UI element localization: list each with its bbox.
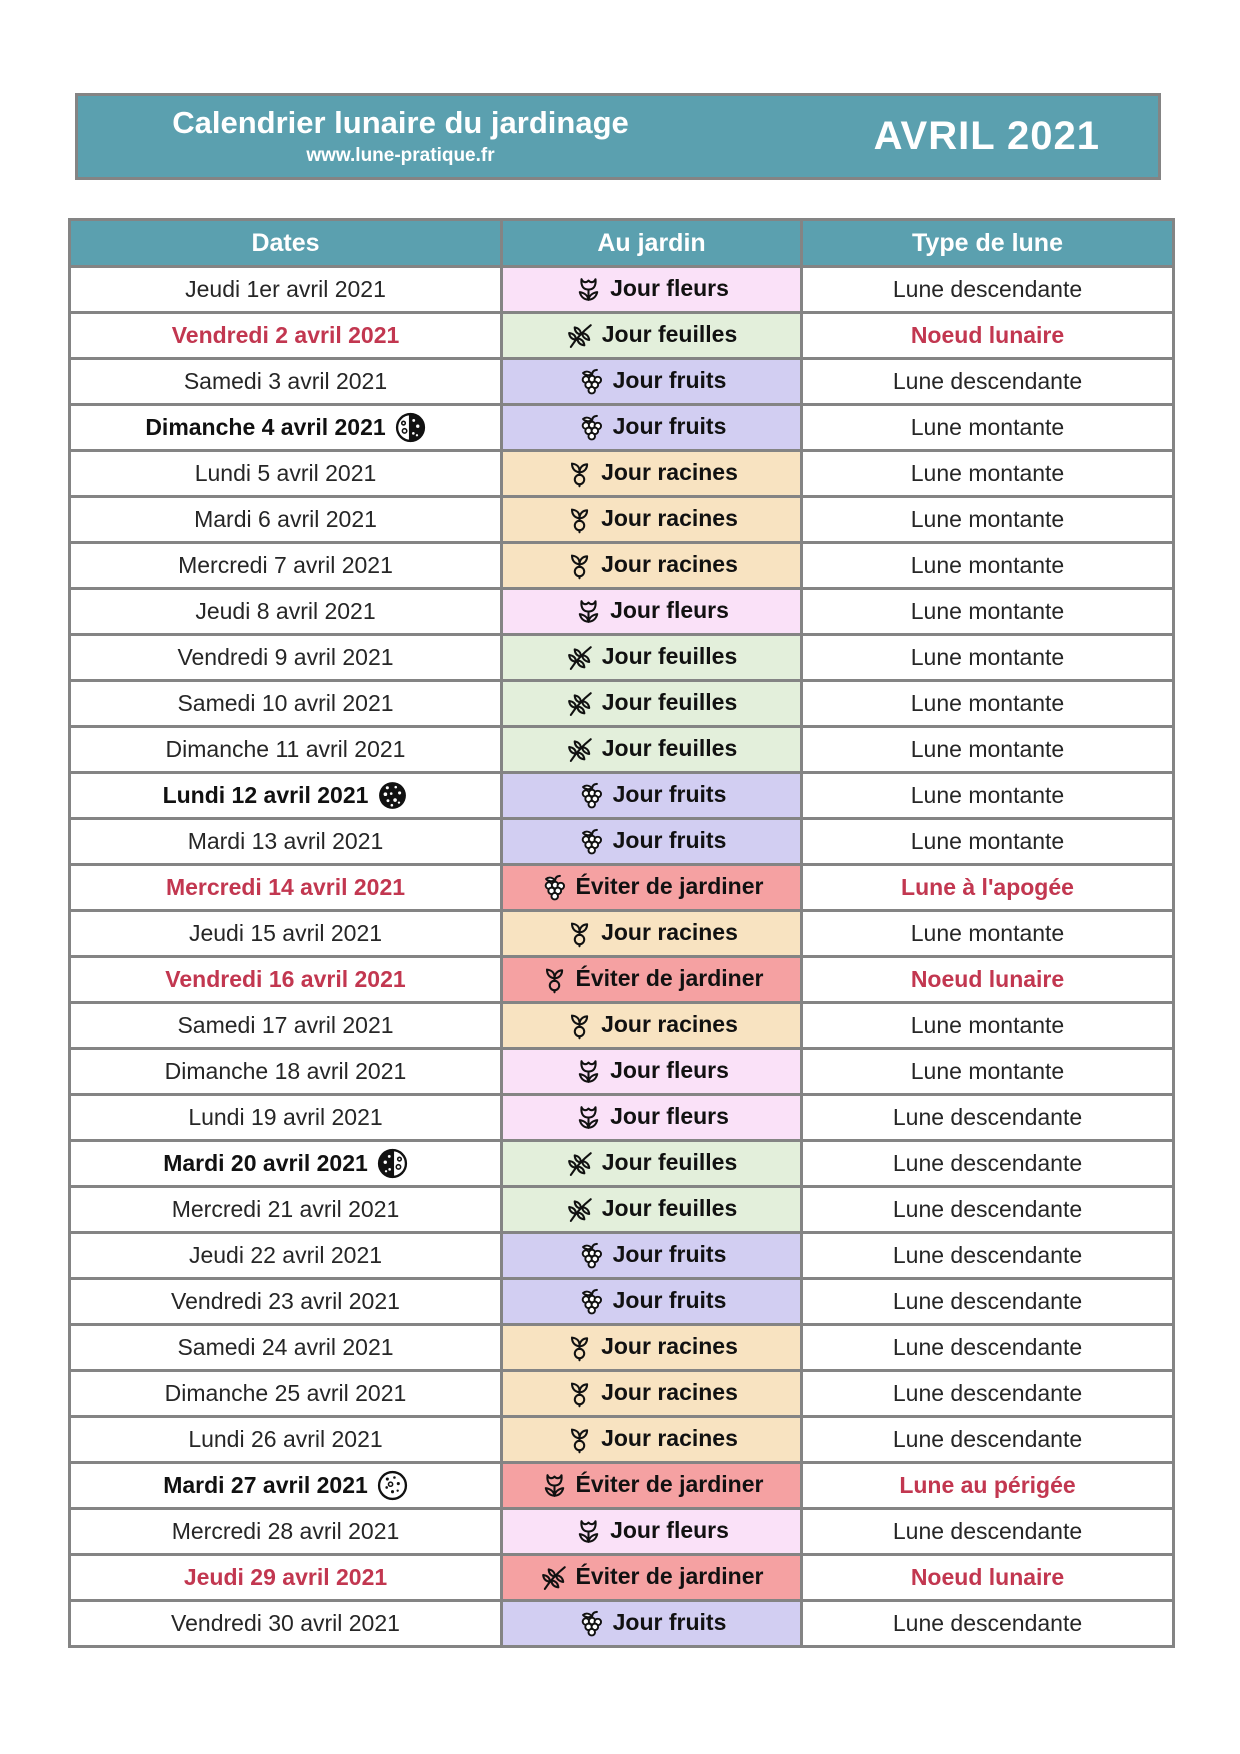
moon-type-cell: Lune montante [802, 635, 1174, 681]
date-cell [70, 589, 502, 635]
date-cell [70, 1187, 502, 1233]
tulip-icon [574, 1517, 603, 1546]
garden-cell [502, 1095, 802, 1141]
garden-label: Jour feuilles [601, 735, 738, 761]
garden-label: Éviter de jardiner [575, 1471, 764, 1497]
garden-cell [502, 1049, 802, 1095]
date-text: Samedi 24 avril 2021 [177, 1334, 394, 1360]
garden-label: Jour fruits [612, 1241, 727, 1267]
moon-type-cell: Noeud lunaire [802, 1555, 1174, 1601]
garden-cell [502, 405, 802, 451]
moon-type-cell: Lune montante [802, 1003, 1174, 1049]
table-row [70, 451, 1174, 497]
garden-label: Jour racines [601, 1425, 738, 1451]
website-url: www.lune-pratique.fr [306, 145, 495, 167]
garden-label: Jour fruits [612, 413, 727, 439]
garden-label: Jour fleurs [610, 1103, 729, 1129]
column-header-au-jardin: Au jardin [502, 220, 802, 267]
leaf-icon [566, 689, 595, 718]
root-icon [540, 965, 569, 994]
table-row [70, 1003, 1174, 1049]
grapes-icon [577, 1241, 606, 1270]
table-row [70, 1325, 1174, 1371]
garden-cell [502, 1141, 802, 1187]
root-icon [565, 551, 594, 580]
moon-last-quarter-icon [395, 412, 426, 443]
moon-type-cell: Lune descendante [802, 1325, 1174, 1371]
garden-label: Jour fleurs [610, 275, 729, 301]
tulip-icon [574, 1103, 603, 1132]
moon-type-cell: Noeud lunaire [802, 957, 1174, 1003]
date-text: Mardi 13 avril 2021 [187, 828, 384, 854]
moon-type-cell: Lune montante [802, 681, 1174, 727]
date-cell [70, 1371, 502, 1417]
moon-type-cell: Lune descendante [802, 1141, 1174, 1187]
date-cell [70, 819, 502, 865]
grapes-icon [577, 367, 606, 396]
date-text: Lundi 12 avril 2021 [162, 782, 369, 808]
table-row [70, 635, 1174, 681]
column-header-dates: Dates [70, 220, 502, 267]
date-text: Mardi 6 avril 2021 [194, 506, 377, 532]
garden-label: Jour fruits [612, 781, 727, 807]
leaf-icon [566, 643, 595, 672]
date-text: Mercredi 14 avril 2021 [165, 874, 406, 900]
root-icon [565, 1425, 594, 1454]
garden-cell [502, 1509, 802, 1555]
tulip-icon [540, 1471, 569, 1500]
garden-cell [502, 451, 802, 497]
table-row [70, 865, 1174, 911]
garden-cell [502, 1555, 802, 1601]
moon-type-cell: Lune montante [802, 773, 1174, 819]
moon-type-cell: Lune au périgée [802, 1463, 1174, 1509]
date-text: Lundi 26 avril 2021 [188, 1426, 383, 1452]
header-banner [75, 93, 1161, 180]
table-row [70, 1095, 1174, 1141]
date-text: Samedi 17 avril 2021 [177, 1012, 394, 1038]
date-text: Vendredi 30 avril 2021 [171, 1610, 400, 1636]
date-text: Vendredi 2 avril 2021 [171, 322, 400, 348]
garden-label: Jour racines [601, 1379, 738, 1405]
grapes-icon [577, 1287, 606, 1316]
date-text: Jeudi 8 avril 2021 [195, 598, 376, 624]
garden-label: Jour racines [601, 1333, 738, 1359]
moon-type-cell: Lune descendante [802, 359, 1174, 405]
tulip-icon [574, 1057, 603, 1086]
leaf-icon [540, 1563, 569, 1592]
date-cell [70, 497, 502, 543]
leaf-icon [566, 1195, 595, 1224]
garden-label: Jour fleurs [610, 1057, 729, 1083]
table-row [70, 1141, 1174, 1187]
garden-cell [502, 773, 802, 819]
garden-cell [502, 1003, 802, 1049]
moon-type-cell: Lune montante [802, 405, 1174, 451]
garden-cell [502, 1187, 802, 1233]
garden-label: Jour feuilles [601, 1149, 738, 1175]
date-text: Dimanche 18 avril 2021 [164, 1058, 407, 1084]
table-row [70, 1233, 1174, 1279]
table-row [70, 1049, 1174, 1095]
date-text: Mercredi 21 avril 2021 [171, 1196, 400, 1222]
table-row [70, 359, 1174, 405]
moon-type-cell: Lune descendante [802, 1095, 1174, 1141]
table-row [70, 405, 1174, 451]
moon-type-cell: Lune montante [802, 451, 1174, 497]
date-cell [70, 1509, 502, 1555]
moon-type-cell: Lune montante [802, 911, 1174, 957]
garden-label: Jour fruits [612, 1287, 727, 1313]
garden-cell [502, 497, 802, 543]
garden-cell [502, 819, 802, 865]
garden-label: Jour fleurs [610, 1517, 729, 1543]
date-cell [70, 681, 502, 727]
date-cell [70, 911, 502, 957]
date-cell [70, 359, 502, 405]
date-text: Dimanche 11 avril 2021 [165, 736, 406, 762]
moon-type-cell: Lune montante [802, 543, 1174, 589]
table-row [70, 589, 1174, 635]
garden-cell [502, 1417, 802, 1463]
month-label: AVRIL 2021 [873, 114, 1100, 158]
calendar-table-body [70, 267, 1174, 1647]
garden-cell [502, 1233, 802, 1279]
date-text: Samedi 3 avril 2021 [183, 368, 388, 394]
date-cell [70, 267, 502, 313]
garden-cell [502, 359, 802, 405]
garden-cell [502, 727, 802, 773]
garden-label: Éviter de jardiner [575, 965, 764, 991]
tulip-icon [574, 597, 603, 626]
moon-type-cell: Noeud lunaire [802, 313, 1174, 359]
date-cell [70, 1463, 502, 1509]
tulip-icon [574, 275, 603, 304]
date-text: Vendredi 9 avril 2021 [177, 644, 394, 670]
table-row [70, 819, 1174, 865]
table-row [70, 543, 1174, 589]
date-cell [70, 451, 502, 497]
garden-cell [502, 1325, 802, 1371]
date-cell [70, 405, 502, 451]
date-text: Vendredi 16 avril 2021 [165, 966, 406, 992]
date-text: Mercredi 28 avril 2021 [171, 1518, 400, 1544]
garden-cell [502, 1279, 802, 1325]
moon-type-cell: Lune montante [802, 819, 1174, 865]
garden-cell [502, 313, 802, 359]
date-cell [70, 957, 502, 1003]
calendar-table [68, 218, 1175, 1648]
banner-title-block [78, 106, 723, 167]
garden-label: Éviter de jardiner [575, 873, 764, 899]
date-cell [70, 635, 502, 681]
moon-type-cell: Lune descendante [802, 267, 1174, 313]
date-text: Jeudi 29 avril 2021 [183, 1564, 388, 1590]
date-text: Dimanche 4 avril 2021 [145, 414, 386, 440]
date-cell [70, 313, 502, 359]
date-cell [70, 1555, 502, 1601]
garden-label: Jour fruits [612, 827, 727, 853]
root-icon [565, 919, 594, 948]
grapes-icon [577, 413, 606, 442]
table-row [70, 1509, 1174, 1555]
date-cell [70, 1601, 502, 1647]
garden-cell [502, 267, 802, 313]
moon-type-cell: Lune à l'apogée [802, 865, 1174, 911]
garden-label: Jour fruits [612, 367, 727, 393]
moon-type-cell: Lune descendante [802, 1509, 1174, 1555]
garden-cell [502, 681, 802, 727]
table-row [70, 1371, 1174, 1417]
root-icon [565, 505, 594, 534]
date-cell [70, 1095, 502, 1141]
garden-label: Jour racines [601, 505, 738, 531]
garden-label: Jour racines [601, 1011, 738, 1037]
table-row [70, 957, 1174, 1003]
moon-type-cell: Lune descendante [802, 1279, 1174, 1325]
date-text: Samedi 10 avril 2021 [177, 690, 394, 716]
root-icon [565, 1011, 594, 1040]
garden-label: Jour feuilles [601, 643, 738, 669]
garden-cell [502, 1371, 802, 1417]
table-row [70, 497, 1174, 543]
date-text: Jeudi 22 avril 2021 [188, 1242, 383, 1268]
banner-month-block [723, 114, 1158, 159]
garden-cell [502, 1463, 802, 1509]
grapes-icon [540, 873, 569, 902]
table-row [70, 267, 1174, 313]
table-row [70, 681, 1174, 727]
table-row [70, 1601, 1174, 1647]
garden-cell [502, 911, 802, 957]
moon-type-cell: Lune descendante [802, 1417, 1174, 1463]
date-text: Dimanche 25 avril 2021 [164, 1380, 407, 1406]
grapes-icon [577, 1609, 606, 1638]
leaf-icon [566, 1149, 595, 1178]
moon-type-cell: Lune montante [802, 1049, 1174, 1095]
garden-label: Jour feuilles [601, 321, 738, 347]
date-cell [70, 1325, 502, 1371]
grapes-icon [577, 781, 606, 810]
date-cell [70, 543, 502, 589]
garden-cell [502, 589, 802, 635]
page-title: Calendrier lunaire du jardinage [172, 104, 629, 140]
date-cell [70, 1233, 502, 1279]
moon-type-cell: Lune montante [802, 497, 1174, 543]
table-row [70, 1555, 1174, 1601]
garden-cell [502, 543, 802, 589]
moon-first-quarter-icon [377, 1148, 408, 1179]
moon-type-cell: Lune descendante [802, 1601, 1174, 1647]
date-text: Mardi 27 avril 2021 [163, 1472, 368, 1498]
root-icon [565, 459, 594, 488]
table-header-row [70, 220, 1174, 267]
moon-type-cell: Lune montante [802, 727, 1174, 773]
moon-type-cell: Lune descendante [802, 1187, 1174, 1233]
table-row [70, 1417, 1174, 1463]
root-icon [565, 1379, 594, 1408]
table-row [70, 313, 1174, 359]
garden-label: Jour racines [601, 919, 738, 945]
garden-cell [502, 1601, 802, 1647]
table-row [70, 727, 1174, 773]
garden-label: Éviter de jardiner [575, 1563, 764, 1589]
date-cell [70, 865, 502, 911]
grapes-icon [577, 827, 606, 856]
table-row [70, 911, 1174, 957]
garden-cell [502, 635, 802, 681]
date-cell [70, 1049, 502, 1095]
date-text: Jeudi 15 avril 2021 [188, 920, 383, 946]
date-cell [70, 727, 502, 773]
moon-type-cell: Lune descendante [802, 1233, 1174, 1279]
garden-label: Jour racines [601, 459, 738, 485]
garden-label: Jour fleurs [610, 597, 729, 623]
date-cell [70, 1141, 502, 1187]
table-row [70, 1187, 1174, 1233]
root-icon [565, 1333, 594, 1362]
date-text: Lundi 19 avril 2021 [188, 1104, 383, 1130]
column-header-type-de-lune: Type de lune [802, 220, 1174, 267]
moon-type-cell: Lune descendante [802, 1371, 1174, 1417]
moon-new-icon [377, 780, 408, 811]
date-cell [70, 773, 502, 819]
date-text: Mercredi 7 avril 2021 [178, 552, 393, 578]
garden-label: Jour feuilles [601, 1195, 738, 1221]
leaf-icon [566, 321, 595, 350]
leaf-icon [566, 735, 595, 764]
garden-cell [502, 957, 802, 1003]
table-row [70, 773, 1174, 819]
garden-cell [502, 865, 802, 911]
date-text: Mardi 20 avril 2021 [163, 1150, 368, 1176]
moon-type-cell: Lune montante [802, 589, 1174, 635]
date-text: Vendredi 23 avril 2021 [171, 1288, 400, 1314]
garden-label: Jour racines [601, 551, 738, 577]
date-cell [70, 1003, 502, 1049]
table-row [70, 1463, 1174, 1509]
date-cell [70, 1417, 502, 1463]
date-text: Jeudi 1er avril 2021 [185, 276, 386, 302]
table-row [70, 1279, 1174, 1325]
date-cell [70, 1279, 502, 1325]
garden-label: Jour fruits [612, 1609, 727, 1635]
date-text: Lundi 5 avril 2021 [194, 460, 377, 486]
moon-full-icon [377, 1470, 408, 1501]
garden-label: Jour feuilles [601, 689, 738, 715]
